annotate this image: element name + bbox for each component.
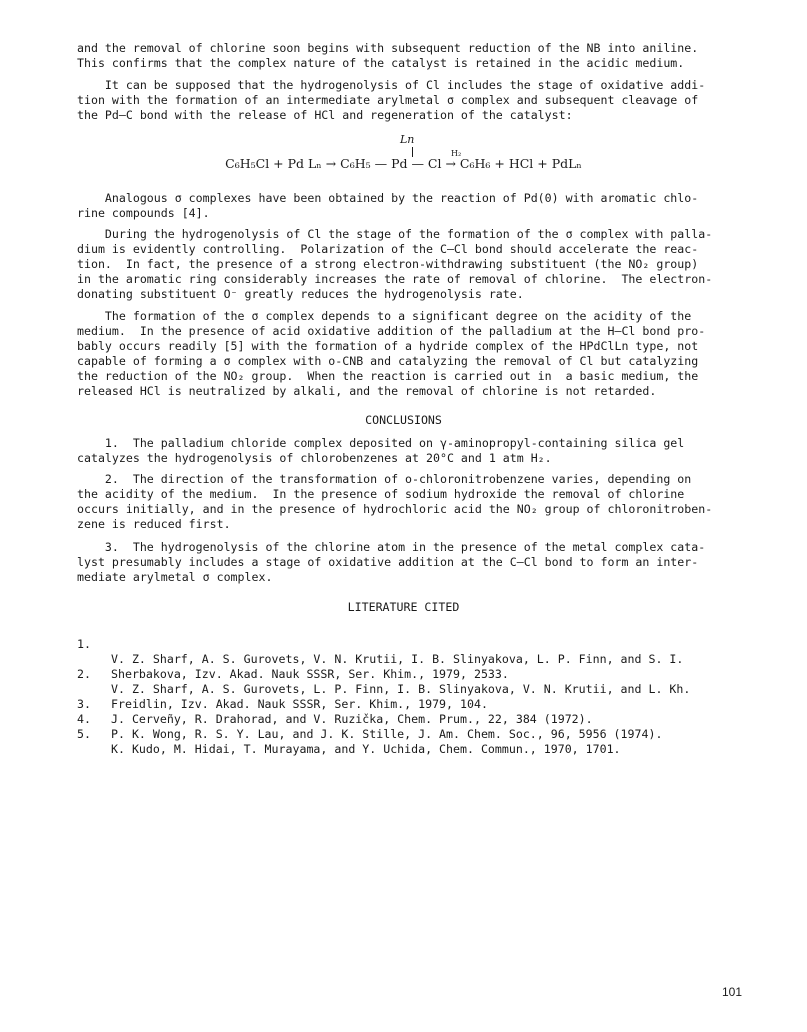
reference-item (77, 652, 755, 711)
reference-text: P. K. Wong, R. S. Y. Lau, and J. K. Stille, J. Am. Chem. Soc., 96, 5956 (1974). (111, 727, 663, 741)
reference-text: J. Cerveñy, R. Drahorad, and V. Ruzička, Chem. Prum., 22, 384 (1972). (111, 712, 593, 726)
reference-text: V. Z. Sharf, A. S. Gurovets, V. N. Krutii, I. B. Slinyakova, L. P. Finn, and S. I. Sherbakova, Izv. Akad. Nauk SSSR, Ser. Khim., 1979, 2533. (111, 652, 684, 681)
reference-number: 3. (77, 697, 91, 711)
conclusion-2: 2. The direction of the transformation of o-chloronitrobenzene varies, depending on the acidity of the medium. In the presence of sodium hydroxide the removal of chlorine occurs initially, and in the presence of hydrochloric acid the NO₂ group of chloronitroben- zene is reduced first. (77, 472, 713, 531)
paragraph-hydrogenolysis: During the hydrogenolysis of Cl the stage of the formation of the σ complex with palla- dium is evidently controlling. Polarization of the C—Cl bond should accelerate the reac- tion. In fact, the presence of a strong electron-withdrawing substituent (the NO₂ group) in the aromatic ring considerably increases the rate of removal of chlorine. The electron- donating substituent O⁻ greatly reduces the hydrogenolysis rate. (77, 227, 713, 301)
reference-text: K. Kudo, M. Hidai, T. Murayama, and Y. Uchida, Chem. Commun., 1970, 1701. (111, 742, 621, 756)
reference-number: 2. (77, 667, 91, 681)
reference-number: 1. (77, 637, 91, 651)
equation-main: C₆H₅Cl + Pd Lₙ → C₆H₅ — Pd — Cl → C₆H₆ + HCl + PdLₙ (225, 156, 582, 171)
conclusions-heading: CONCLUSIONS (365, 413, 442, 427)
reference-item (77, 622, 755, 681)
reference-number: 5. (77, 727, 91, 741)
reference-number: 4. (77, 712, 91, 726)
reference-item (77, 682, 755, 726)
equation-h2-label: H₂ (451, 149, 462, 158)
paragraph-continuation: and the removal of chlorine soon begins with subsequent reduction of the NB into aniline. This confirms that the complex nature of the catalyst is retained in the acidic medium. (77, 41, 699, 70)
paragraph-analogous-complexes: Analogous σ complexes have been obtained by the reaction of Pd(0) with aromatic chlo- rine compounds [4]. (77, 191, 699, 220)
conclusion-1: 1. The palladium chloride complex deposited on γ-aminopropyl-containing silica gel catalyzes the hydrogenolysis of chlorobenzenes at 20°C and 1 atm H₂. (77, 436, 685, 465)
conclusion-3: 3. The hydrogenolysis of the chlorine atom in the presence of the metal complex cata- lyst presumably includes a stage of oxidative addition at the C—Cl bond to form an inter- mediate arylmetal σ complex. (77, 540, 706, 584)
reference-text: V. Z. Sharf, A. S. Gurovets, L. P. Finn, I. B. Slinyakova, V. N. Krutii, and L. Kh. Freidlin, Izv. Akad. Nauk SSSR, Ser. Khim., 1979, 104. (111, 682, 691, 711)
paragraph-acidity: The formation of the σ complex depends to a significant degree on the acidity of the medium. In the presence of acid oxidative addition of the palladium at the H—Cl bond pro- bably occurs readily [5] with the formation of a hydride complex of the HPdClLn type, not capable of forming a σ complex with o-CNB and catalyzing the removal of Cl but catalyzing the reduction of the NO₂ group. When the reaction is carried out in a basic medium, the released HCl is neutralized by alkali, and the removal of chlorine is not retarded. (77, 309, 706, 398)
literature-heading: LITERATURE CITED (347, 600, 460, 614)
equation-ligand-label: Ln (400, 133, 415, 146)
paragraph-oxidative-addition: It can be supposed that the hydrogenolysis of Cl includes the stage of oxidative addi- tion with the formation of an intermediate arylmetal σ complex and subsequent cleavage of the Pd—C bond with the release of HCl and regeneration of the catalyst: (77, 78, 706, 122)
page-number: 101 (722, 985, 743, 999)
